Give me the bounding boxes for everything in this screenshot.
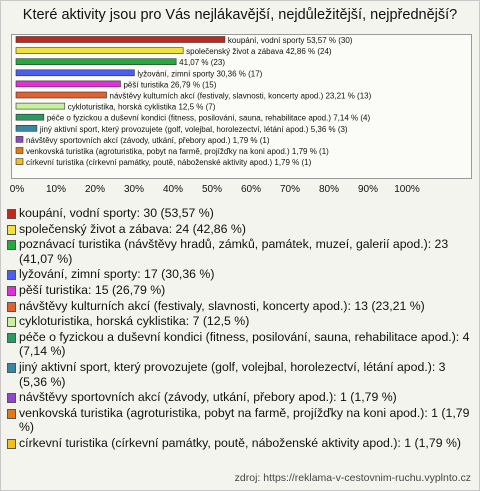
bar-label-7: cykloturistika, horská cyklistika 12,5 % (7) (67, 102, 216, 112)
legend-item (7, 222, 475, 237)
plot-area (11, 34, 472, 179)
bars-svg (12, 35, 471, 178)
legend-swatch (7, 393, 16, 403)
legend-item (7, 267, 475, 282)
legend-label: pěší turistika: 15 (26,79 %) (19, 282, 166, 297)
bar-8 (16, 114, 44, 120)
x-tick-label: 30% (123, 184, 145, 195)
legend-item (7, 360, 475, 389)
legend-swatch (7, 333, 16, 343)
source-text: zdroj: https://reklama-v-cestovnim-ruchu.vyplnto.cz (234, 472, 471, 484)
bar-label-6: návštěvy kulturních akcí (festivaly, slavnosti, koncerty apod.) 23,21 % (13) (109, 91, 372, 101)
legend-swatch (7, 439, 16, 449)
x-tick-label: 40% (162, 184, 184, 195)
legend-item (7, 206, 475, 221)
x-tick-label: 20% (84, 184, 106, 195)
bar-12 (16, 159, 23, 165)
x-tick-label: 50% (201, 184, 223, 195)
legend-item (7, 299, 475, 314)
bar-7 (16, 103, 65, 109)
x-tick-label: 100% (394, 184, 420, 195)
x-tick-label: 70% (279, 184, 301, 195)
legend-label: venkovská turistika (agroturistika, pobyt na farmě, projížďky na koni apod.): 1 (1,79 %) (19, 405, 470, 435)
legend-label: jiný aktivní sport, který provozujete (golf, volejbal, horolezectví, létání apod.): 3 (5,36 %) (19, 359, 446, 389)
bar-4 (16, 70, 134, 76)
legend-item (7, 283, 475, 298)
bar-label-3: 41,07 % (23) (179, 58, 225, 68)
legend-item (7, 406, 475, 435)
legend-item (7, 237, 475, 266)
chart-title: Které aktivity jsou pro Vás nejlákavější, nejdůležitější, nejpřednější? (22, 7, 458, 23)
legend-item (7, 314, 475, 329)
x-tick-label: 10% (45, 184, 67, 195)
legend-swatch (7, 286, 16, 296)
legend-label: poznávací turistika (návštěvy hradů, zámků, památek, muzeí, galerií apod.): 23 (41,07 %) (19, 237, 449, 266)
legend-swatch (7, 225, 16, 235)
bar-1 (16, 37, 225, 43)
legend-swatch (7, 317, 16, 327)
legend-swatch (7, 363, 16, 373)
legend-label: církevní turistika (církevní památky, poutě, náboženské aktivity apod.): 1 (1,79 %) (19, 435, 461, 450)
bar-label-5: pěší turistika 26,79 % (15) (123, 80, 217, 90)
bar-label-1: koupání, vodní sporty 53,57 % (30) (227, 36, 353, 45)
bar-5 (16, 81, 120, 87)
bar-10 (16, 136, 23, 142)
x-tick-label: 0% (9, 184, 25, 195)
legend-label: lyžování, zimní sporty: 17 (30,36 %) (19, 267, 215, 282)
legend-swatch (7, 209, 16, 219)
legend-item (7, 330, 475, 359)
bar-2 (16, 48, 183, 54)
legend-swatch (7, 302, 16, 312)
x-tick-label: 90% (357, 184, 379, 195)
legend-item (7, 436, 475, 451)
bar-9 (16, 125, 37, 131)
legend-swatch (7, 409, 16, 419)
legend-label: návštěvy kulturních akcí (festivaly, slavnosti, koncerty apod.): 13 (23,21 %) (19, 298, 425, 313)
legend (7, 206, 475, 452)
legend-label: společenský život a zábava: 24 (42,86 %) (19, 221, 246, 236)
legend-swatch (7, 240, 16, 250)
bar-label-9: jiný aktivní sport, který provozujete (golf, volejbal, horolezectví, létání apod.) 5,36 % (3) (39, 124, 348, 134)
legend-item (7, 390, 475, 405)
bar-3 (16, 59, 176, 65)
bar-label-8: péče o fyzickou a duševní kondici (fitness, posilování, sauna, rehabilitace apod.) 7,14 % (4) (46, 113, 371, 123)
x-tick-label: 60% (240, 184, 262, 195)
bar-label-11: venkovská turistika (agroturistika, pobyt na farmě, projížďky na koni apod.) 1,79 % (1) (25, 147, 329, 156)
legend-label: návštěvy sportovních akcí (závody, utkání, přebory apod.): 1 (1,79 %) (19, 390, 397, 405)
bar-11 (16, 148, 23, 154)
bar-label-2: společenský život a zábava 42,86 % (24) (186, 47, 332, 57)
bar-label-10: návštěvy sportovních akcí (závody, utkání, přebory apod.) 1,79 % (1) (25, 135, 270, 145)
legend-label: koupání, vodní sporty: 30 (53,57 %) (19, 206, 214, 220)
legend-label: cykloturistika, horská cyklistika: 7 (12,5 %) (19, 314, 250, 329)
bar-label-12: církevní turistika (církevní památky, poutě, náboženské aktivity apod.) 1,79 % (1) (25, 158, 312, 168)
bar-6 (16, 92, 107, 98)
x-tick-label: 80% (318, 184, 340, 195)
bar-label-4: lyžování, zimní sporty 30,36 % (17) (137, 69, 263, 79)
legend-swatch (7, 270, 16, 280)
legend-label: péče o fyzickou a duševní kondici (fitness, posilování, sauna, rehabilitace apod.): 4 (7,14 %) (19, 329, 470, 359)
